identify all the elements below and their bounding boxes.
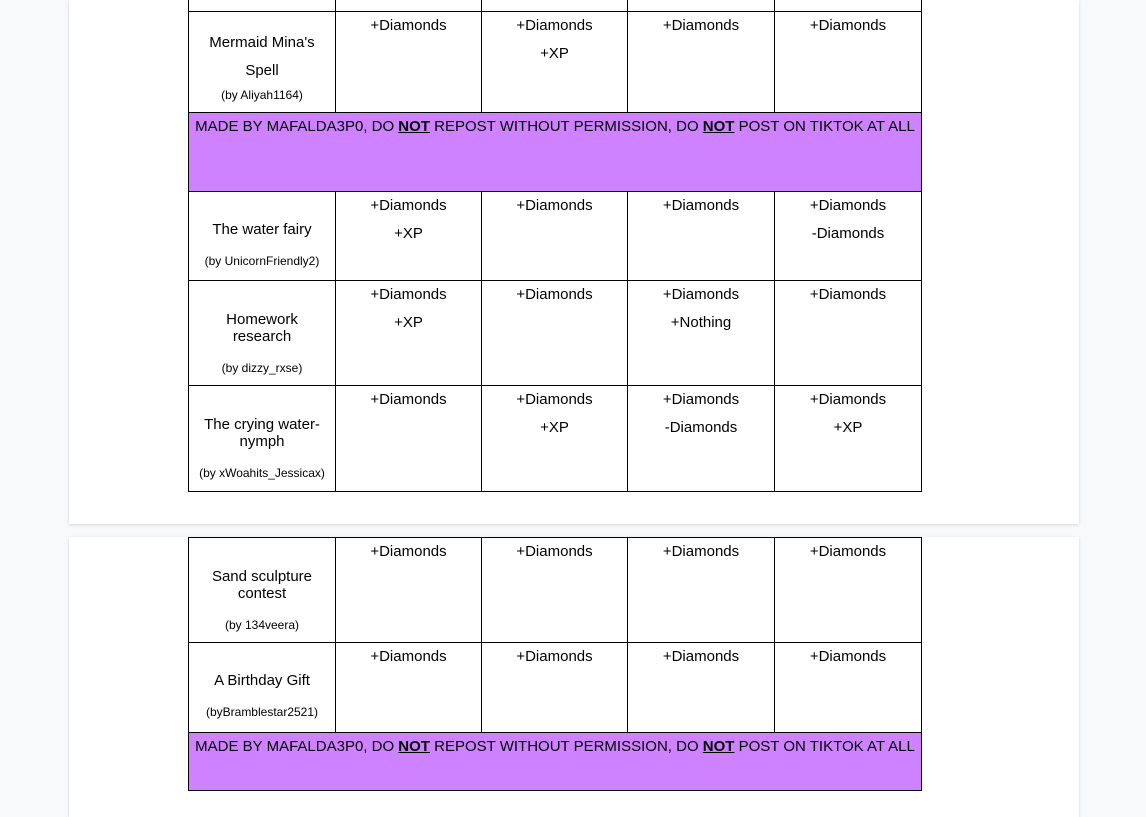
quest-name-cell	[189, 538, 336, 643]
reward-text: +XP	[540, 419, 569, 436]
reward-cell	[628, 538, 775, 643]
reward-text: +Diamonds	[516, 17, 593, 34]
reward-text: +Diamonds	[809, 391, 887, 408]
table-row	[189, 386, 922, 492]
quest-title: Homework research	[226, 311, 298, 345]
quest-title: The crying water-nymph	[204, 416, 320, 450]
reward-cell	[628, 643, 775, 733]
reward-cell	[775, 538, 922, 643]
table-row-cut-off	[189, 0, 922, 12]
reward-text: +XP	[833, 419, 863, 436]
quest-title: Sand sculpture contest	[211, 568, 313, 602]
quest-title: Mermaid Mina's Spell	[209, 34, 315, 79]
reward-text: +Diamonds	[516, 543, 593, 560]
copyright-banner: MADE BY MAFALDA3P0, DO NOT REPOST WITHOUT PERMISSION, DO NOT POST ON TIKTOK AT ALL	[189, 733, 922, 791]
reward-cell	[775, 643, 922, 733]
quest-author: (by Aliyah1164)	[221, 88, 303, 102]
reward-text: +Diamonds	[370, 543, 447, 560]
reward-text: +Diamonds	[516, 286, 593, 303]
reward-cell	[482, 386, 628, 492]
reward-text: +XP	[540, 45, 569, 62]
reward-cell	[628, 12, 775, 113]
quest-name-cell	[189, 386, 336, 492]
table-row	[189, 643, 922, 733]
reward-text: +Diamonds	[662, 286, 740, 303]
reward-text: +Diamonds	[370, 17, 447, 34]
quest-author: (by dizzy_rxse)	[221, 361, 303, 375]
reward-text: +Diamonds	[370, 286, 447, 303]
reward-cell	[482, 281, 628, 386]
reward-text: +Diamonds	[662, 197, 740, 214]
reward-cell	[775, 192, 922, 281]
reward-text: +XP	[394, 225, 423, 242]
reward-text: +Diamonds	[516, 648, 593, 665]
reward-cell	[336, 386, 482, 492]
reward-cell	[482, 643, 628, 733]
reward-text: +Diamonds	[662, 391, 740, 408]
reward-text: +XP	[394, 314, 423, 331]
reward-text: +Diamonds	[809, 286, 887, 303]
banner-row	[189, 113, 922, 192]
reward-text: +Diamonds	[662, 543, 740, 560]
reward-text: +Diamonds	[370, 197, 447, 214]
reward-cell	[628, 386, 775, 492]
reward-cell	[336, 192, 482, 281]
reward-text: +Diamonds	[662, 648, 740, 665]
reward-text: +Diamonds	[516, 391, 593, 408]
reward-cell	[482, 12, 628, 113]
quest-author: (by 134veera)	[224, 618, 300, 632]
reward-text: -Diamonds	[664, 419, 738, 436]
reward-text: +Diamonds	[370, 391, 447, 408]
banner-row	[189, 733, 922, 791]
reward-cell	[336, 538, 482, 643]
reward-text: +Diamonds	[809, 648, 887, 665]
quest-author: (by UnicornFriendly2)	[204, 254, 320, 268]
document-page-2	[69, 537, 1079, 817]
table-row	[189, 538, 922, 643]
reward-cell	[482, 538, 628, 643]
reward-cell	[336, 281, 482, 386]
table-row	[189, 12, 922, 113]
quest-name-cell	[189, 643, 336, 733]
reward-text: +Nothing	[670, 314, 732, 331]
reward-text: +Diamonds	[809, 17, 887, 34]
quest-author: (by xWoahits_Jessicax)	[199, 466, 325, 480]
reward-cell	[775, 281, 922, 386]
table-row	[189, 281, 922, 386]
quest-name-cell	[189, 281, 336, 386]
reward-text: +Diamonds	[809, 197, 887, 214]
reward-cell	[775, 386, 922, 492]
reward-cell	[482, 192, 628, 281]
quest-name-cell	[189, 12, 336, 113]
table-row	[189, 192, 922, 281]
document-page-1	[69, 0, 1079, 524]
reward-cell	[336, 643, 482, 733]
reward-cell	[336, 12, 482, 113]
reward-text: +Diamonds	[809, 543, 887, 560]
reward-text: +Diamonds	[662, 17, 740, 34]
copyright-banner: MADE BY MAFALDA3P0, DO NOT REPOST WITHOUT PERMISSION, DO NOT POST ON TIKTOK AT ALL	[189, 113, 922, 192]
reward-text: +Diamonds	[370, 648, 447, 665]
quest-title: A Birthday Gift	[214, 672, 310, 689]
reward-cell	[775, 12, 922, 113]
quest-table	[188, 537, 922, 791]
quest-table	[188, 0, 922, 492]
quest-title: The water fairy	[212, 221, 312, 238]
quest-author: (byBramblestar2521)	[205, 705, 319, 719]
quest-name-cell	[189, 192, 336, 281]
reward-cell	[628, 281, 775, 386]
reward-cell	[628, 192, 775, 281]
reward-text: -Diamonds	[811, 225, 885, 242]
reward-text: +Diamonds	[516, 197, 593, 214]
